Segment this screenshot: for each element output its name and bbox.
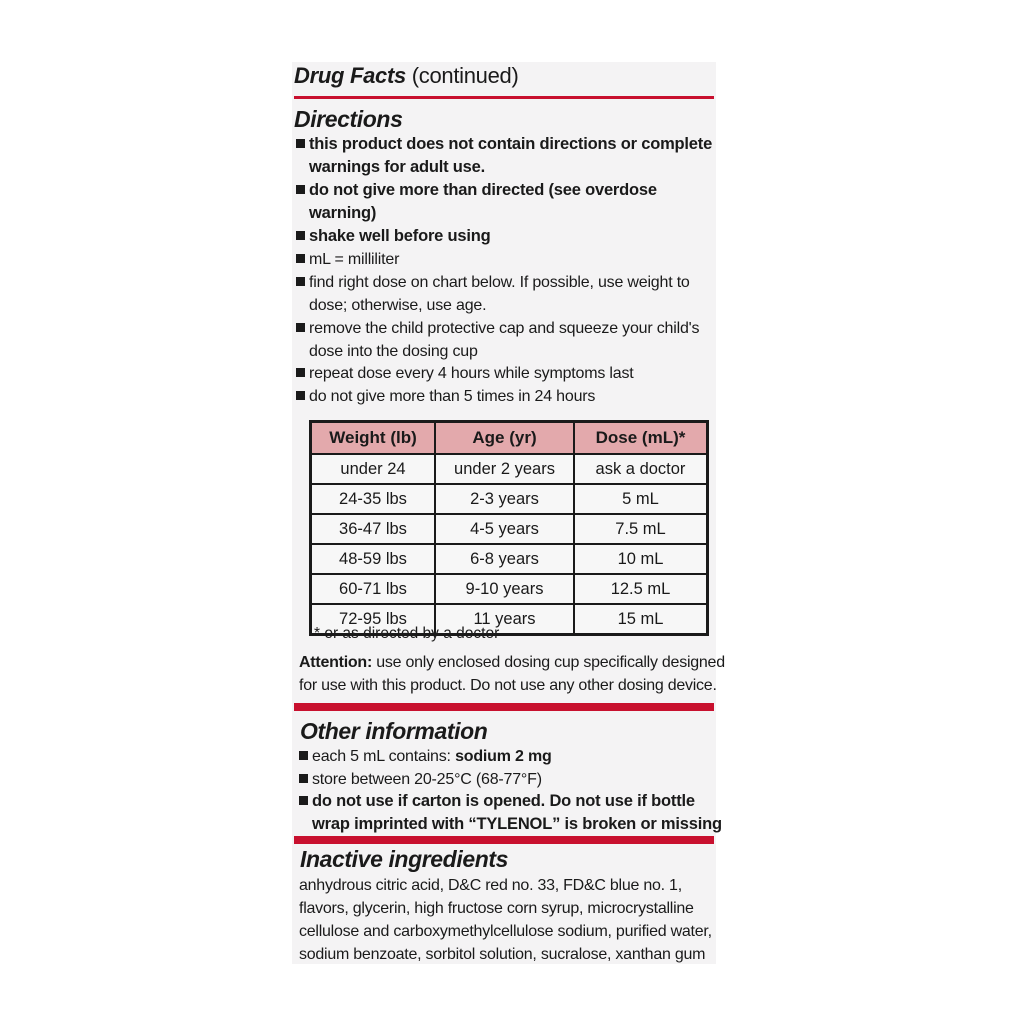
table-row xyxy=(311,454,708,484)
direction-item: mL = milliliter xyxy=(296,248,399,271)
direction-item: do not give more than 5 times in 24 hours xyxy=(296,385,595,408)
table-row xyxy=(311,544,708,574)
bullet-square-icon xyxy=(296,391,305,400)
age-cell: under 2 years xyxy=(435,454,574,484)
attention-label: Attention: xyxy=(299,654,373,671)
other-info-item: store between 20-25°C (68-77°F) xyxy=(299,768,542,791)
header-divider xyxy=(294,96,714,99)
table-header-row xyxy=(311,422,708,455)
bullet-square-icon xyxy=(296,368,305,377)
directions-title: Directions xyxy=(294,106,403,132)
weight-cell: 60-71 lbs xyxy=(311,574,436,604)
inactive-ingredients-list: anhydrous citric acid, D&C red no. 33, FD&C blue no. 1, flavors, glycerin, high fructose corn syrup, microcrystalline cellulose and carboxymethylcellulose sodium, purified water, sodium benzoate, sorbitol solution, sucralose, xanthan gum xyxy=(299,877,712,963)
weight-cell: 72-95 lbs xyxy=(311,604,436,635)
other-information-title: Other information xyxy=(300,718,488,744)
age-cell: 9-10 years xyxy=(435,574,574,604)
direction-item: this product does not contain directions or complete warnings for adult use. xyxy=(296,133,712,179)
direction-item: shake well before using xyxy=(296,225,491,248)
header-suffix: (continued) xyxy=(411,63,519,88)
direction-item: remove the child protective cap and squeeze your child's dose into the dosing cup xyxy=(296,317,699,363)
dose-cell: 15 mL xyxy=(574,604,708,635)
weight-cell: 36-47 lbs xyxy=(311,514,436,544)
bullet-square-icon xyxy=(296,323,305,332)
dose-cell: ask a doctor xyxy=(574,454,708,484)
other-info-item: each 5 mL contains: sodium 2 mg xyxy=(299,745,552,768)
other-info-item: do not use if carton is opened. Do not use if bottle wrap imprinted with “TYLENOL” is broken or missing xyxy=(299,790,722,836)
direction-item: repeat dose every 4 hours while symptoms last xyxy=(296,362,634,385)
bullet-square-icon xyxy=(296,277,305,286)
section-divider xyxy=(294,836,714,844)
attention-paragraph: Attention: use only enclosed dosing cup specifically designed for use with this product. Do not use any other dosing device. xyxy=(299,654,725,694)
bullet-square-icon xyxy=(296,231,305,240)
table-row xyxy=(311,514,708,544)
column-header-weight: Weight (lb) xyxy=(311,422,436,455)
direction-item: do not give more than directed (see overdose warning) xyxy=(296,179,657,225)
direction-item: find right dose on chart below. If possible, use weight to dose; otherwise, use age. xyxy=(296,271,690,317)
dose-cell: 10 mL xyxy=(574,544,708,574)
dose-cell: 5 mL xyxy=(574,484,708,514)
column-header-age: Age (yr) xyxy=(435,422,574,455)
bullet-square-icon xyxy=(296,254,305,263)
age-cell: 6-8 years xyxy=(435,544,574,574)
table-row xyxy=(311,484,708,514)
weight-cell: 24-35 lbs xyxy=(311,484,436,514)
age-cell: 2-3 years xyxy=(435,484,574,514)
drug-facts-header xyxy=(294,63,519,89)
bullet-square-icon xyxy=(296,139,305,148)
age-cell: 11 years xyxy=(435,604,574,635)
dosing-table xyxy=(309,420,709,636)
weight-cell: 48-59 lbs xyxy=(311,544,436,574)
bullet-square-icon xyxy=(299,796,308,805)
table-footnote: * or as directed by a doctor xyxy=(314,625,500,642)
bullet-square-icon xyxy=(299,751,308,760)
section-divider xyxy=(294,703,714,711)
bullet-square-icon xyxy=(299,774,308,783)
table-row xyxy=(311,574,708,604)
dose-cell: 12.5 mL xyxy=(574,574,708,604)
age-cell: 4-5 years xyxy=(435,514,574,544)
dose-cell: 7.5 mL xyxy=(574,514,708,544)
column-header-dose: Dose (mL)* xyxy=(574,422,708,455)
bullet-square-icon xyxy=(296,185,305,194)
header-title: Drug Facts xyxy=(294,63,406,88)
inactive-ingredients-title: Inactive ingredients xyxy=(300,846,509,872)
weight-cell: under 24 xyxy=(311,454,436,484)
